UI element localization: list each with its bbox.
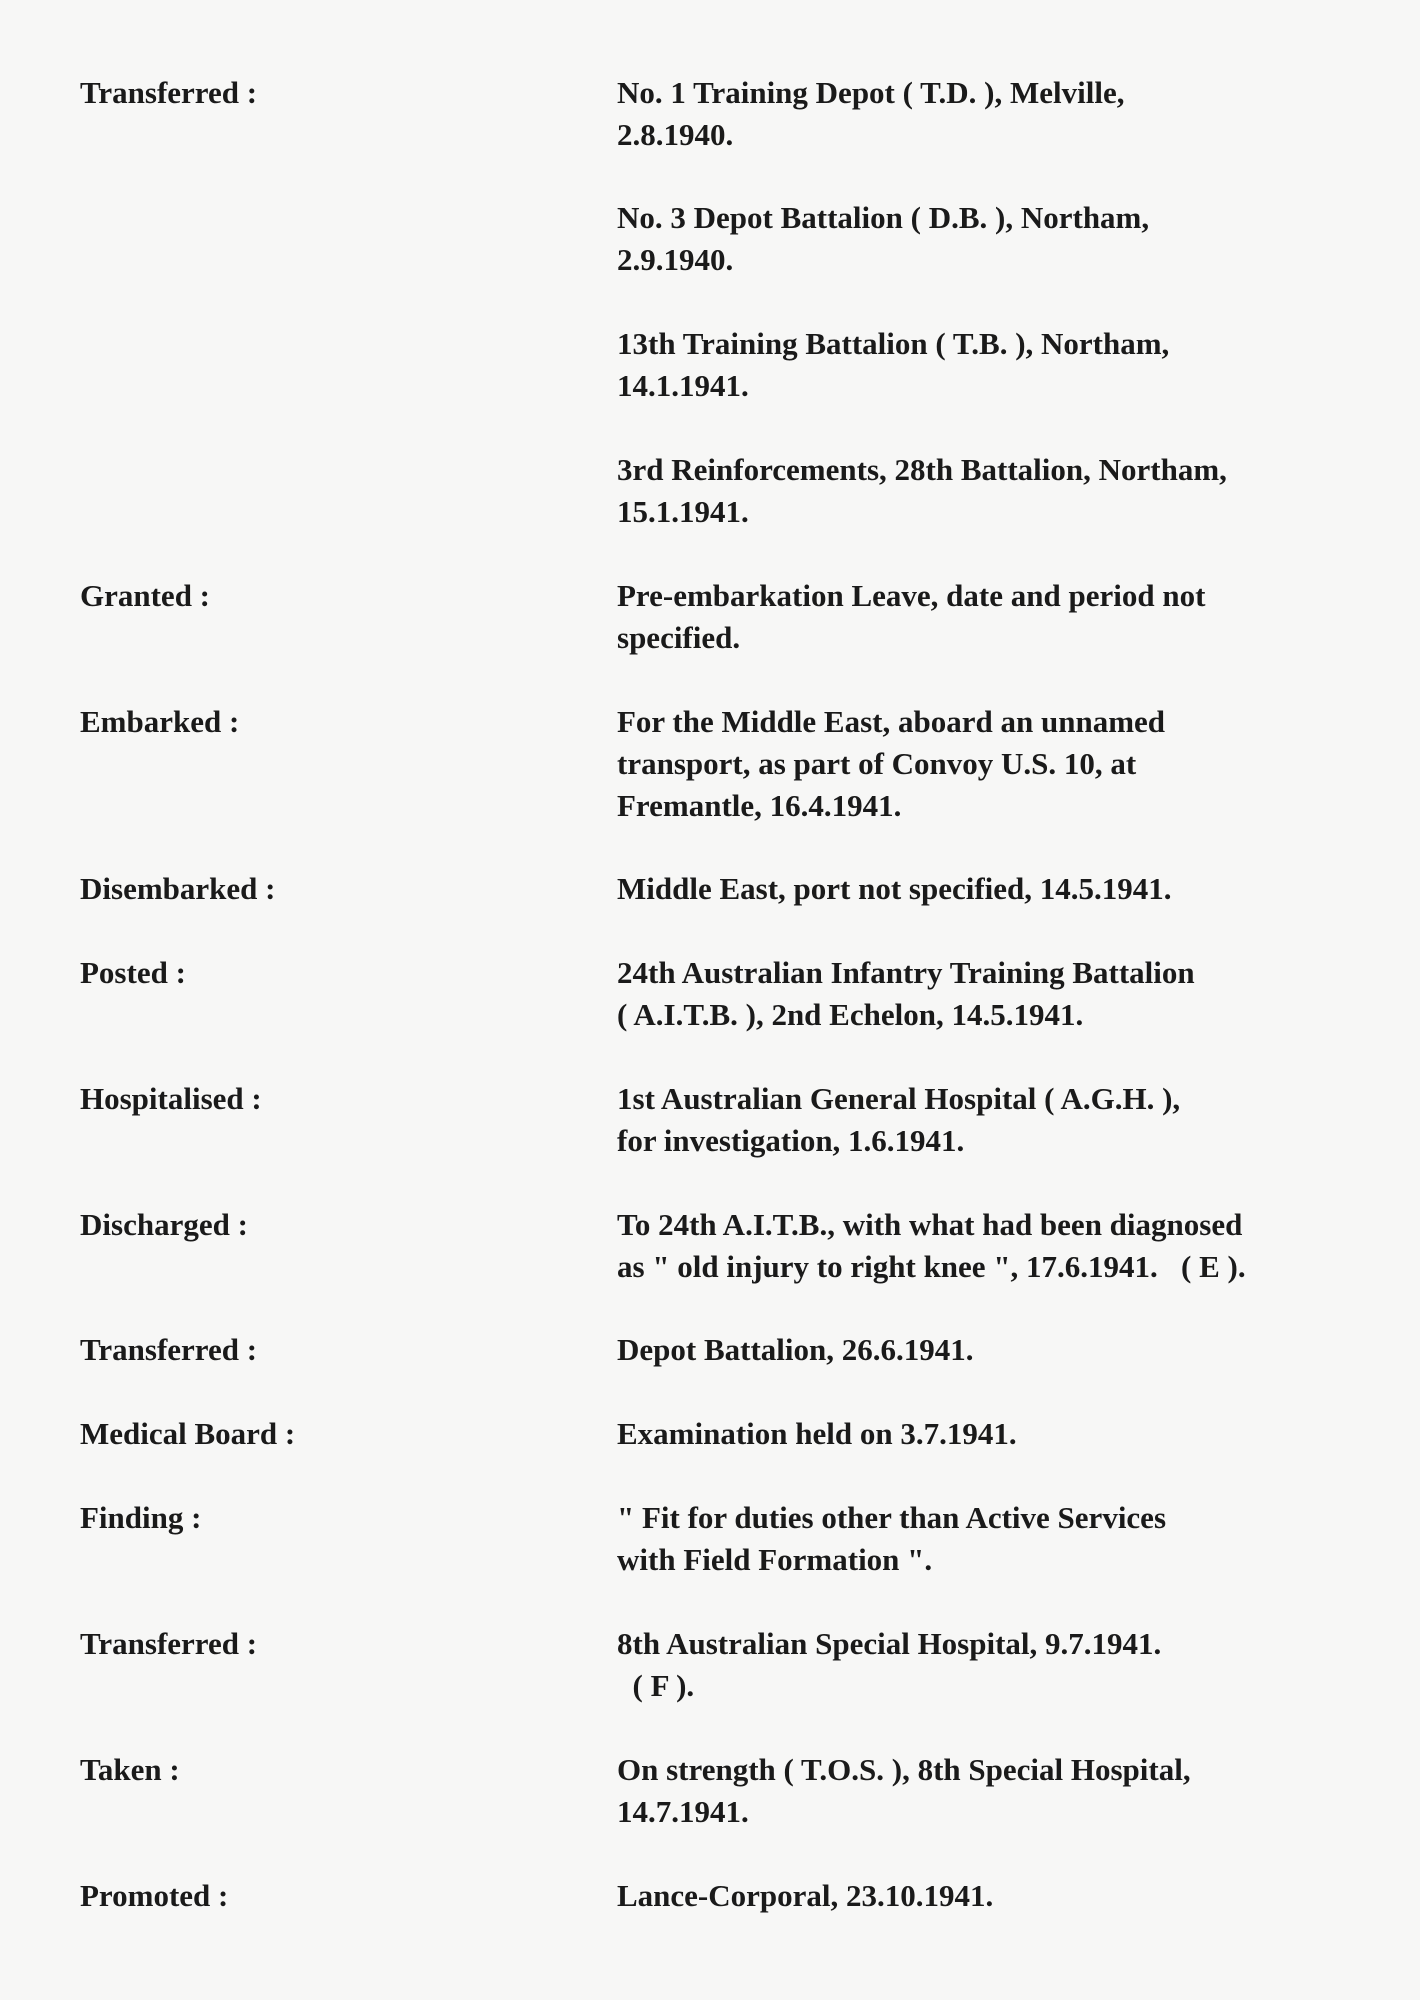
entry-label: Hospitalised : (80, 1081, 262, 1116)
entry-value (617, 952, 1357, 1036)
entry-value-line: 15.1.1941. (617, 494, 749, 529)
entry-value-line: 2.9.1940. (617, 242, 734, 277)
entry-value-line: ( A.I.T.B. ), 2nd Echelon, 14.5.1941. (617, 997, 1084, 1032)
entry-value (617, 1749, 1357, 1833)
entry-value-line: Lance-Corporal, 23.10.1941. (617, 1878, 994, 1913)
entry-value-line: Middle East, port not specified, 14.5.1941. (617, 871, 1172, 906)
entry-value-line: No. 1 Training Depot ( T.D. ), Melville, (617, 75, 1125, 110)
entry-label: Discharged : (80, 1207, 248, 1242)
entry-value-line: 1st Australian General Hospital ( A.G.H. ), (617, 1081, 1181, 1116)
entry-value (617, 72, 1357, 156)
entry-value-line: For the Middle East, aboard an unnamed (617, 704, 1166, 739)
entry-label: Taken : (80, 1752, 180, 1787)
entry-value-line: ( F ). (617, 1668, 695, 1703)
entry-label: Transferred : (80, 1626, 258, 1661)
entry-value-line: Pre-embarkation Leave, date and period not (617, 578, 1206, 613)
entry-value (617, 197, 1357, 281)
entry-value (617, 575, 1357, 659)
entry-label: Transferred : (80, 1332, 258, 1367)
entry-value-line: Examination held on 3.7.1941. (617, 1416, 1017, 1451)
entry-value-line: with Field Formation ". (617, 1542, 933, 1577)
entry-value-line: No. 3 Depot Battalion ( D.B. ), Northam, (617, 200, 1150, 235)
entry-value (617, 1497, 1357, 1581)
entry-value (617, 1078, 1357, 1162)
entry-value (617, 449, 1357, 533)
entry-value (617, 1875, 1357, 1917)
entry-label: Granted : (80, 578, 211, 613)
entry-value-line: specified. (617, 620, 741, 655)
entry-value-line: as " old injury to right knee ", 17.6.1941. ( E ). (617, 1249, 1246, 1284)
entry-value-line: for investigation, 1.6.1941. (617, 1123, 965, 1158)
entry-value-line: transport, as part of Convoy U.S. 10, at (617, 746, 1137, 781)
entry-value (617, 323, 1357, 407)
entry-value (617, 701, 1357, 827)
entry-value-line: 3rd Reinforcements, 28th Battalion, Northam, (617, 452, 1227, 487)
entry-label: Medical Board : (80, 1416, 296, 1451)
entry-value (617, 868, 1357, 910)
entry-value (617, 1329, 1357, 1371)
entry-label: Transferred : (80, 75, 258, 110)
entry-value-line: On strength ( T.O.S. ), 8th Special Hospital, (617, 1752, 1191, 1787)
entry-value-line: 14.1.1941. (617, 368, 749, 403)
entry-label: Promoted : (80, 1878, 229, 1913)
entry-value-line: Fremantle, 16.4.1941. (617, 788, 902, 823)
entry-value (617, 1623, 1357, 1707)
entry-label: Disembarked : (80, 871, 276, 906)
entry-value-line: To 24th A.I.T.B., with what had been diagnosed (617, 1207, 1243, 1242)
entry-value (617, 1204, 1357, 1288)
entry-value-line: 13th Training Battalion ( T.B. ), Northam, (617, 326, 1170, 361)
entry-label: Finding : (80, 1500, 202, 1535)
entry-label: Posted : (80, 955, 186, 990)
entry-label: Embarked : (80, 704, 240, 739)
entry-value-line: 24th Australian Infantry Training Battalion (617, 955, 1195, 990)
entry-value-line: Depot Battalion, 26.6.1941. (617, 1332, 974, 1367)
entry-value-line: " Fit for duties other than Active Services (617, 1500, 1167, 1535)
entry-value-line: 8th Australian Special Hospital, 9.7.1941. (617, 1626, 1162, 1661)
entry-value (617, 1413, 1357, 1455)
entry-value-line: 2.8.1940. (617, 117, 734, 152)
entry-value-line: 14.7.1941. (617, 1794, 749, 1829)
